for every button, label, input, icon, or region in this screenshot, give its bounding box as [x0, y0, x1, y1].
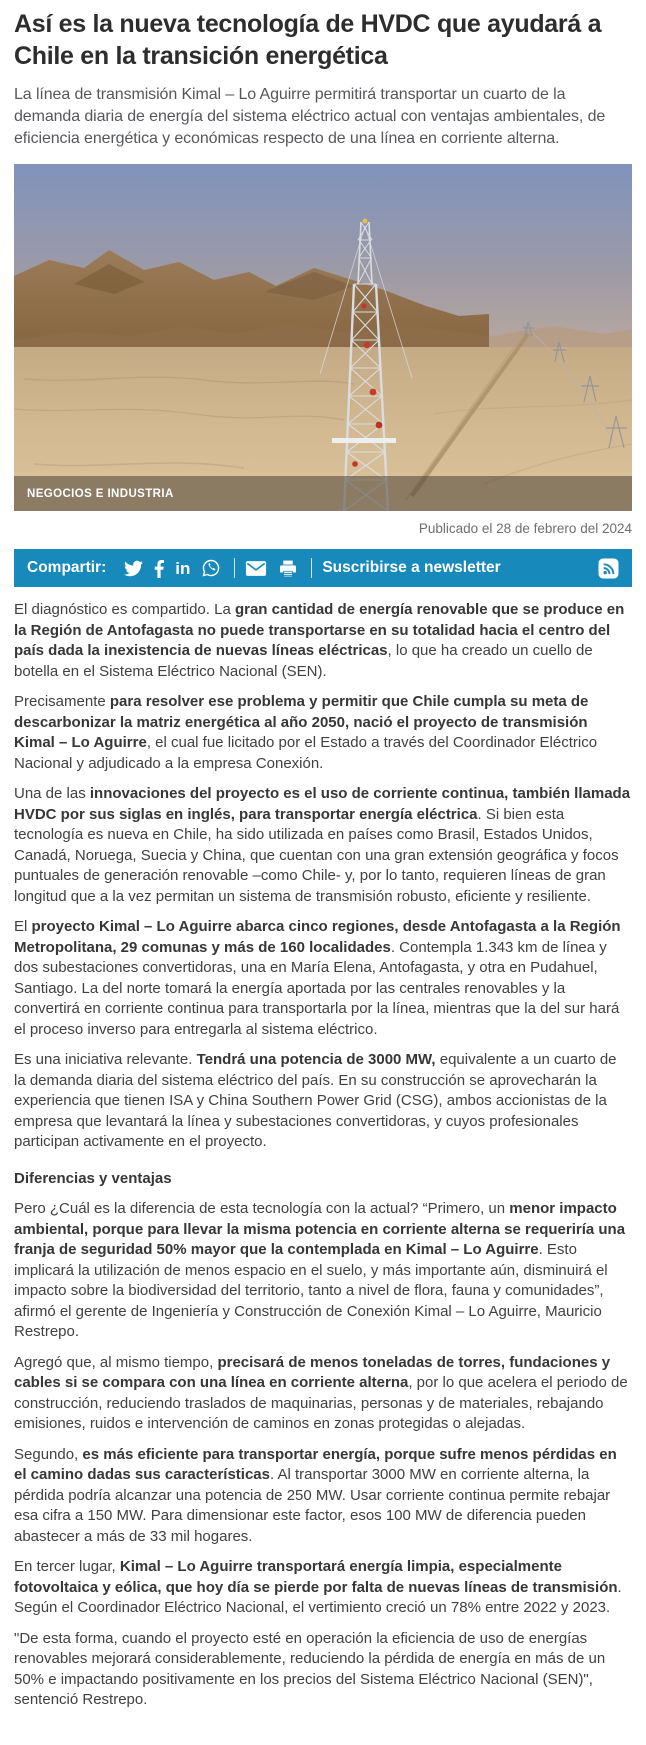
body-text: . Contempla 1.343 km de línea y dos subestaciones convertidoras, una en María Elena, Antofagasta, y otra en Pudahuel, Santiago. La del norte tomará la energía aportada por las centrales renovables y la convertirá en corriente continua para transportarla por la línea, mientras que la del sur hará el proceso inverso para entregarla al sistema eléctrico.: [14, 938, 620, 1038]
email-icon[interactable]: [245, 560, 267, 577]
body-text: El diagnóstico es compartido. La: [14, 601, 235, 618]
share-bar: [14, 549, 632, 587]
bold-text: precisará de menos toneladas de torres, fundaciones y cables si se compara con una línea en corriente alterna: [14, 1353, 611, 1391]
bold-text: Tendrá una potencia de 3000 MW,: [196, 1051, 436, 1068]
body-text: . Según el Coordinador Eléctrico Nacional, el vertimiento creció un 78% entre 2022 y 2023.: [14, 1578, 622, 1616]
hero-category-band: [14, 476, 632, 511]
hero-image: [14, 164, 632, 511]
body-text: , lo que ha creado un cuello de botella en el Sistema Eléctrico Nacional (SEN).: [14, 642, 593, 680]
whatsapp-icon[interactable]: [201, 558, 221, 578]
article-paragraph: [14, 1445, 632, 1548]
newsletter-link[interactable]: Suscribirse a newsletter: [322, 559, 501, 576]
bold-text: Kimal – Lo Aguirre transportará energía limpia, especialmente fotovoltaica y eólica, que hoy día se pierde por falta de nuevas líneas de transmisión: [14, 1558, 618, 1596]
body-text: equivalente a un cuarto de la demanda diaria del sistema eléctrico del país. En su construcción se aprovecharán la experiencia que tienen ISA y China Southern Power Grid (CSG), ambos accionistas de la empresa que levantará la línea y subestaciones convertidoras, y cuyos profesionales participan activamente en el proyecto.: [14, 1051, 617, 1150]
bold-text: es más eficiente para transportar energía, porque sufre menos pérdidas en el camino dadas sus características: [14, 1445, 617, 1483]
bold-text: gran cantidad de energía renovable que se produce en la Región de Antofagasta no puede transportarse en su totalidad hacia el centro del país dada la inexistencia de nuevas líneas eléctricas: [14, 601, 625, 659]
bold-text: proyecto Kimal – Lo Aguirre abarca cinco regiones, desde Antofagasta a la Región Metropolitana, 29 comunas y más de 160 localidades: [14, 918, 621, 956]
linkedin-icon[interactable]: in: [175, 558, 191, 578]
body-text: . Al transportar 3000 MW en corriente alterna, la pérdida podría alcanzar una potencia de 250 MW. Usar corriente continua permite rebajar esa cifra a 150 MW. Para dimensionar este factor, esos 100 MW de diferencia pueden abastecer a más de 33 mil hogares.: [14, 1466, 611, 1545]
section-heading: [14, 1169, 632, 1190]
body-text: "De esta forma, cuando el proyecto esté en operación la eficiencia de uso de energías renovables mejorará considerablemente, reduciendo la pérdida de energía en más de un 50% e impactando positivamente en los precios del Sistema Eléctrico Nacional (SEN)", sentenció Restrepo.: [14, 1629, 606, 1708]
divider: [234, 558, 235, 578]
bold-text: menor impacto ambiental, porque para llevar la misma potencia en corriente alterna se requeriría una franja de seguridad 50% mayor que la contemplada en Kimal – Lo Aguirre: [14, 1200, 626, 1258]
category-label: NEGOCIOS E INDUSTRIA: [27, 487, 174, 500]
body-text: Segundo,: [14, 1445, 83, 1463]
article-paragraph: [14, 917, 632, 1040]
print-icon[interactable]: [278, 559, 298, 578]
rss-icon[interactable]: [598, 558, 619, 579]
divider: [311, 558, 312, 578]
article-paragraph: [14, 1199, 632, 1343]
article-paragraph: [14, 1629, 632, 1711]
hero-photo: [14, 164, 632, 511]
body-text: . Si bien esta tecnología es nueva en Chile, ha sido utilizada en países como Brasil, Estados Unidos, Canadá, Noruega, Suecia y China, que cuentan con una gran extensión geográfica y focos puntuales de generación renovable –como Chile- y, por lo tanto, requieren líneas de gran longitud que a la vez permitan un sistema de transmisión robusto, eficiente y resiliente.: [14, 805, 619, 905]
article-paragraph: [14, 1050, 632, 1153]
article-paragraph: [14, 600, 632, 682]
body-text: Agregó que, al mismo tiempo,: [14, 1353, 218, 1371]
article-paragraph: [14, 1557, 632, 1619]
body-text: Precisamente: [14, 693, 110, 710]
body-text: Una de las: [14, 785, 90, 802]
body-text: Es una iniciativa relevante.: [14, 1051, 197, 1068]
body-text: , por lo que acelera el periodo de construcción, reduciendo traslados de maquinarias, personas y de materiales, rebajando emisiones, ruidos e intervención de caminos en zonas protegidas o alejadas.: [14, 1374, 628, 1432]
page-title: Así es la nueva tecnología de HVDC que ayudará a Chile en la transición energética: [14, 10, 602, 70]
publish-date: Publicado el 28 de febrero del 2024: [418, 521, 632, 536]
share-label: Compartir:: [27, 559, 107, 576]
article-paragraph: [14, 692, 632, 774]
bold-text: innovaciones del proyecto es el uso de corriente continua, también llamada HVDC por sus siglas en inglés, para transportar energía eléctrica: [14, 785, 631, 823]
body-text: El: [14, 918, 32, 935]
article-paragraph: [14, 1353, 632, 1435]
article-paragraph: [14, 784, 632, 907]
bold-text: para resolver ese problema y permitir que Chile cumpla su meta de descarbonizar la matriz energética al año 2050, nació el proyecto de transmisión Kimal – Lo Aguirre: [14, 693, 589, 751]
facebook-icon[interactable]: [154, 559, 164, 578]
article-body: [14, 587, 632, 1711]
body-text: . Esto implicará la utilización de menos espacio en el suelo, y más importante aún, disminuirá el impacto sobre la biodiversidad del territorio, tanto a nivel de flora, fauna y comunidades”, afirmó el gerente de Ingeniería y Construcción de Conexión Kimal – Lo Aguirre, Mauricio Restrepo.: [14, 1241, 608, 1340]
body-text: , el cual fue licitado por el Estado a través del Coordinador Eléctrico Nacional y adjudicado a la empresa Conexión.: [14, 734, 598, 772]
twitter-icon[interactable]: [124, 559, 143, 578]
bold-text: Diferencias y ventajas: [14, 1169, 172, 1187]
body-text: Pero ¿Cuál es la diferencia de esta tecnología con la actual? “Primero, un: [14, 1200, 510, 1217]
article-subtitle: La línea de transmisión Kimal – Lo Aguirre permitirá transportar un cuarto de la demanda diaria de energía del sistema eléctrico actual con ventajas ambientales, de eficiencia energética y económicas respecto de una línea en corriente alterna.: [14, 86, 606, 147]
body-text: En tercer lugar,: [14, 1558, 120, 1575]
